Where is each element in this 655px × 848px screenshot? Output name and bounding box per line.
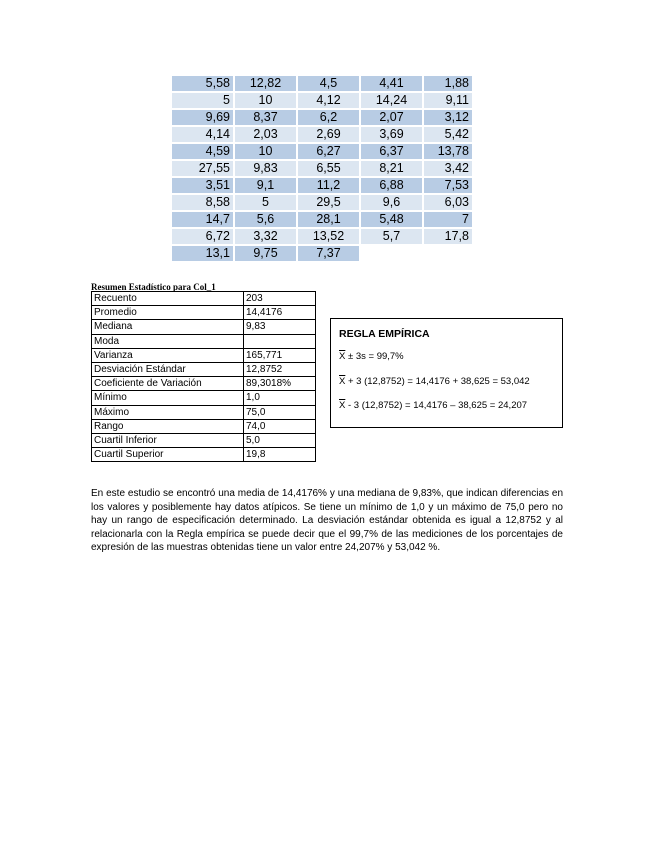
table-cell: 5,48 — [361, 212, 422, 227]
table-cell: 2,03 — [235, 127, 296, 142]
table-cell: 9,69 — [172, 110, 233, 125]
table-cell: 6,2 — [298, 110, 359, 125]
table-cell: 28,1 — [298, 212, 359, 227]
rule-line-3-text: - 3 (12,8752) = 14,4176 – 38,625 = 24,207 — [345, 400, 528, 411]
summary-label: Cuartil Inferior — [92, 433, 244, 447]
table-cell: 27,55 — [172, 161, 233, 176]
summary-row — [92, 362, 316, 376]
rule-line-3 — [339, 400, 527, 411]
table-cell: 5,6 — [235, 212, 296, 227]
table-cell: 29,5 — [298, 195, 359, 210]
summary-value: 75,0 — [244, 405, 316, 419]
table-cell: 6,55 — [298, 161, 359, 176]
table-cell: 11,2 — [298, 178, 359, 193]
summary-value: 12,8752 — [244, 362, 316, 376]
table-cell: 8,37 — [235, 110, 296, 125]
table-cell: 4,5 — [298, 76, 359, 91]
rule-line-1-text: ± 3s = 99,7% — [345, 351, 404, 362]
summary-row — [92, 419, 316, 433]
summary-value: 74,0 — [244, 419, 316, 433]
table-row — [172, 110, 472, 125]
table-cell — [424, 246, 472, 261]
table-cell: 13,1 — [172, 246, 233, 261]
table-cell: 4,12 — [298, 93, 359, 108]
summary-label: Cuartil Superior — [92, 448, 244, 462]
summary-row — [92, 391, 316, 405]
summary-value: 14,4176 — [244, 306, 316, 320]
table-cell: 5 — [235, 195, 296, 210]
xbar-symbol: $\overline{X}$ — [339, 351, 346, 362]
rule-line-1 — [339, 351, 404, 362]
table-cell: 5 — [172, 93, 233, 108]
table-cell: 6,72 — [172, 229, 233, 244]
summary-label: Varianza — [92, 348, 244, 362]
table-cell: 6,27 — [298, 144, 359, 159]
table-cell: 7,37 — [298, 246, 359, 261]
summary-row — [92, 433, 316, 447]
summary-row — [92, 320, 316, 334]
xbar-symbol: $\overline{X}$ — [339, 376, 346, 387]
summary-row — [92, 405, 316, 419]
summary-value: 9,83 — [244, 320, 316, 334]
table-row — [172, 93, 472, 108]
table-cell: 8,58 — [172, 195, 233, 210]
table-cell: 3,51 — [172, 178, 233, 193]
table-row — [172, 229, 472, 244]
rule-line-2-text: + 3 (12,8752) = 14,4176 + 38,625 = 53,042 — [345, 376, 530, 387]
table-cell: 4,41 — [361, 76, 422, 91]
table-cell: 2,07 — [361, 110, 422, 125]
table-row — [172, 161, 472, 176]
summary-value: 165,771 — [244, 348, 316, 362]
table-row — [172, 144, 472, 159]
summary-table — [91, 291, 316, 462]
empirical-rule-title: REGLA EMPÍRICA — [339, 328, 430, 340]
summary-value: 5,0 — [244, 433, 316, 447]
empirical-rule-box — [330, 318, 563, 428]
summary-label: Máximo — [92, 405, 244, 419]
summary-label: Mediana — [92, 320, 244, 334]
summary-value: 1,0 — [244, 391, 316, 405]
table-cell: 6,37 — [361, 144, 422, 159]
table-row — [172, 127, 472, 142]
summary-label: Promedio — [92, 306, 244, 320]
table-cell: 5,7 — [361, 229, 422, 244]
table-cell: 2,69 — [298, 127, 359, 142]
summary-value: 89,3018% — [244, 377, 316, 391]
table-cell: 12,82 — [235, 76, 296, 91]
summary-value: 19,8 — [244, 448, 316, 462]
table-row — [172, 76, 472, 91]
summary-label: Desviación Estándar — [92, 362, 244, 376]
table-cell: 5,42 — [424, 127, 472, 142]
summary-label: Coeficiente de Variación — [92, 377, 244, 391]
table-row — [172, 195, 472, 210]
table-cell: 7,53 — [424, 178, 472, 193]
table-cell: 1,88 — [424, 76, 472, 91]
summary-row — [92, 292, 316, 306]
table-cell: 4,59 — [172, 144, 233, 159]
summary-value — [244, 334, 316, 348]
table-cell: 13,78 — [424, 144, 472, 159]
table-cell: 17,8 — [424, 229, 472, 244]
table-cell — [361, 246, 422, 261]
table-row — [172, 178, 472, 193]
summary-label: Mínimo — [92, 391, 244, 405]
table-cell: 5,58 — [172, 76, 233, 91]
table-cell: 9,1 — [235, 178, 296, 193]
conclusion-paragraph: En este estudio se encontró una media de 14,4176% y una mediana de 9,83%, que indican diferencias en los valores y posiblemente hay datos atípicos. Se tiene un mínimo de 1,0 y un máximo de 75,0 pero no hay un rango de especificación determinado. La desviación estándar obtenida es igual a 12,8752 y al relacionarla con la Regla empírica se puede decir que el 99,7% de las mediciones de los porcentajes de expresión de las muestras obtenidas tiene un valor entre 24,207% y 53,042 %. — [91, 488, 563, 553]
table-cell: 9,11 — [424, 93, 472, 108]
data-table — [170, 74, 474, 263]
summary-label: Moda — [92, 334, 244, 348]
summary-row — [92, 348, 316, 362]
table-cell: 3,32 — [235, 229, 296, 244]
table-cell: 13,52 — [298, 229, 359, 244]
summary-value: 203 — [244, 292, 316, 306]
xbar-symbol: $\overline{X}$ — [339, 400, 346, 411]
table-cell: 9,6 — [361, 195, 422, 210]
summary-row — [92, 448, 316, 462]
table-cell: 9,75 — [235, 246, 296, 261]
table-cell: 7 — [424, 212, 472, 227]
table-cell: 3,69 — [361, 127, 422, 142]
table-cell: 4,14 — [172, 127, 233, 142]
table-cell: 10 — [235, 144, 296, 159]
summary-title: Resumen Estadístico para Col_1 — [91, 282, 216, 292]
table-cell: 3,42 — [424, 161, 472, 176]
table-cell: 9,83 — [235, 161, 296, 176]
summary-label: Rango — [92, 419, 244, 433]
summary-label: Recuento — [92, 292, 244, 306]
table-cell: 14,24 — [361, 93, 422, 108]
table-cell: 6,03 — [424, 195, 472, 210]
table-row — [172, 246, 472, 261]
table-cell: 10 — [235, 93, 296, 108]
table-row — [172, 212, 472, 227]
table-cell: 8,21 — [361, 161, 422, 176]
rule-line-2 — [339, 376, 530, 387]
table-cell: 14,7 — [172, 212, 233, 227]
summary-row — [92, 334, 316, 348]
summary-row — [92, 377, 316, 391]
table-cell: 6,88 — [361, 178, 422, 193]
table-cell: 3,12 — [424, 110, 472, 125]
summary-row — [92, 306, 316, 320]
